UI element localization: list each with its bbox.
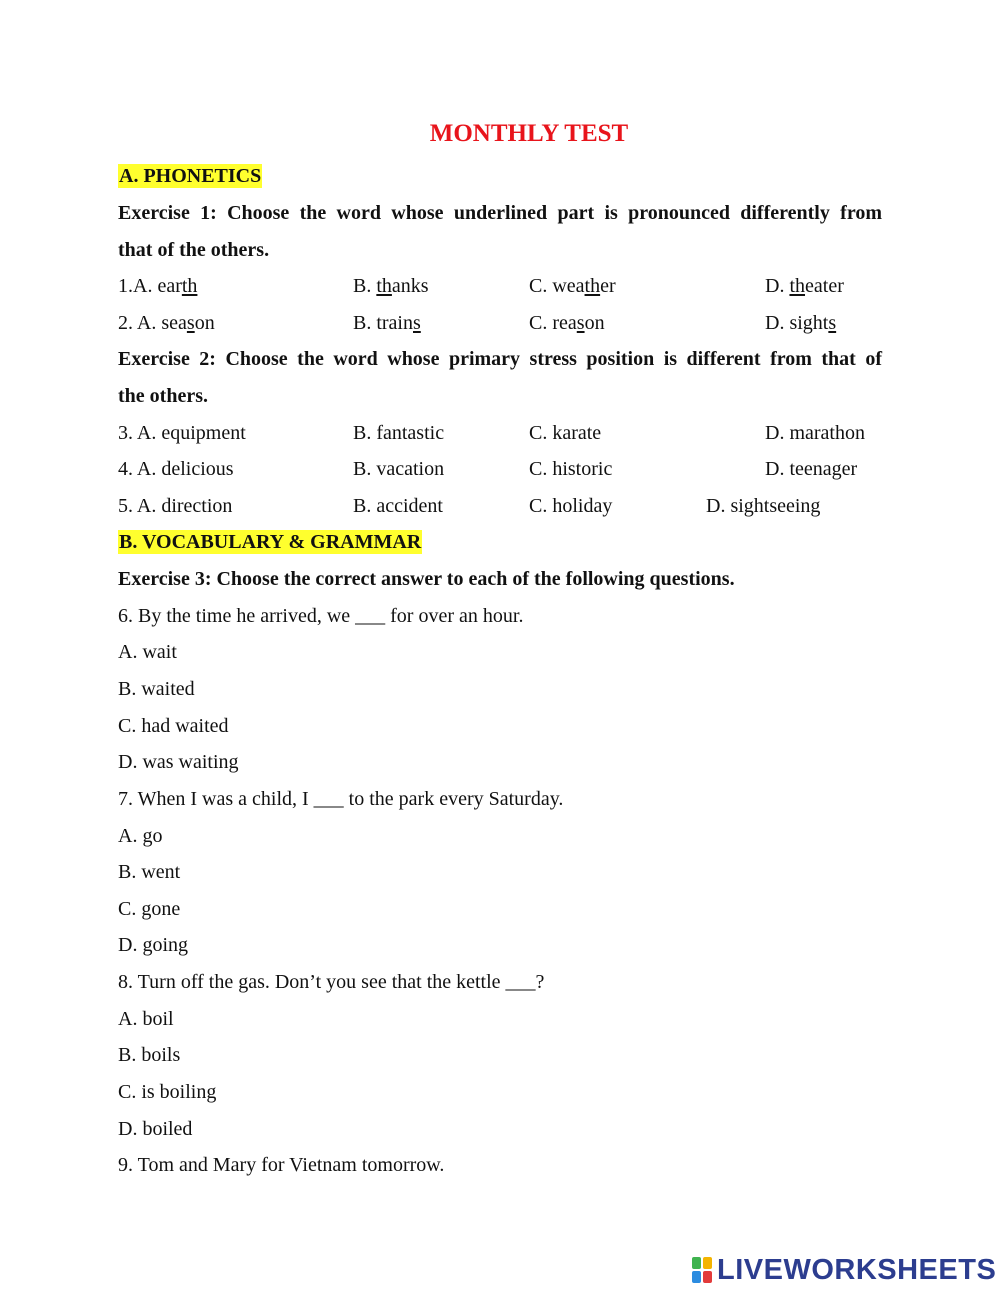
liveworksheets-logo-icon [692,1257,714,1283]
liveworksheets-logo-text: LIVEWORKSHEETS [717,1253,997,1286]
q6-option-b[interactable]: B. waited [118,678,195,700]
q5-option-b: B. accident [353,495,443,517]
q6-option-c[interactable]: C. had waited [118,715,229,737]
q1-option-a: 1.A. earth [118,275,198,297]
q6-option-d[interactable]: D. was waiting [118,751,239,773]
q8-option-c[interactable]: C. is boiling [118,1081,217,1103]
q5-option-a: 5. A. direction [118,495,233,517]
q3-option-a: 3. A. equipment [118,422,246,444]
q7-option-a[interactable]: A. go [118,825,163,847]
q5-option-c: C. holiday [529,495,613,517]
q2-option-d: D. sights [765,312,837,334]
q7-option-c[interactable]: C. gone [118,898,181,920]
q4-option-b: B. vacation [353,458,445,480]
q8-option-a[interactable]: A. boil [118,1008,174,1030]
q6-option-a[interactable]: A. wait [118,641,177,663]
exercise-1-instruction-line1: Exercise 1: Choose the word whose underlined part is pronounced differently from [118,202,882,224]
q2-option-b: B. trains [353,312,421,334]
q3-option-c: C. karate [529,422,602,444]
q3-option-d: D. marathon [765,422,865,444]
exercise-1-instruction-line2: that of the others. [118,239,270,261]
q1-option-d: D. theater [765,275,844,297]
q8-option-d[interactable]: D. boiled [118,1118,193,1140]
page-title: MONTHLY TEST [429,120,629,147]
q9-stem: 9. Tom and Mary for Vietnam tomorrow. [118,1154,445,1176]
q3-option-b: B. fantastic [353,422,445,444]
section-heading-vocabulary-grammar: B. VOCABULARY & GRAMMAR [119,531,422,553]
q4-option-c: C. historic [529,458,613,480]
liveworksheets-logo [692,1255,996,1285]
q4-option-a: 4. A. delicious [118,458,234,480]
q5-option-d: D. sightseeing [706,495,821,517]
q8-option-b[interactable]: B. boils [118,1044,181,1066]
q1-option-c: C. weather [529,275,616,297]
exercise-2-instruction-line1: Exercise 2: Choose the word whose primary stress position is different from that of [118,348,882,370]
q2-option-a: 2. A. season [118,312,215,334]
q4-option-d: D. teenager [765,458,858,480]
q7-option-d[interactable]: D. going [118,934,188,956]
section-heading-phonetics: A. PHONETICS [119,165,262,187]
q7-stem: 7. When I was a child, I ___ to the park every Saturday. [118,788,564,810]
q6-stem: 6. By the time he arrived, we ___ for over an hour. [118,605,524,627]
exercise-3-instruction: Exercise 3: Choose the correct answer to each of the following questions. [118,568,735,590]
exercise-2-instruction-line2: the others. [118,385,208,407]
q8-stem: 8. Turn off the gas. Don’t you see that the kettle ___? [118,971,545,993]
q1-option-b: B. thanks [353,275,429,297]
q7-option-b[interactable]: B. went [118,861,181,883]
q2-option-c: C. reason [529,312,605,334]
